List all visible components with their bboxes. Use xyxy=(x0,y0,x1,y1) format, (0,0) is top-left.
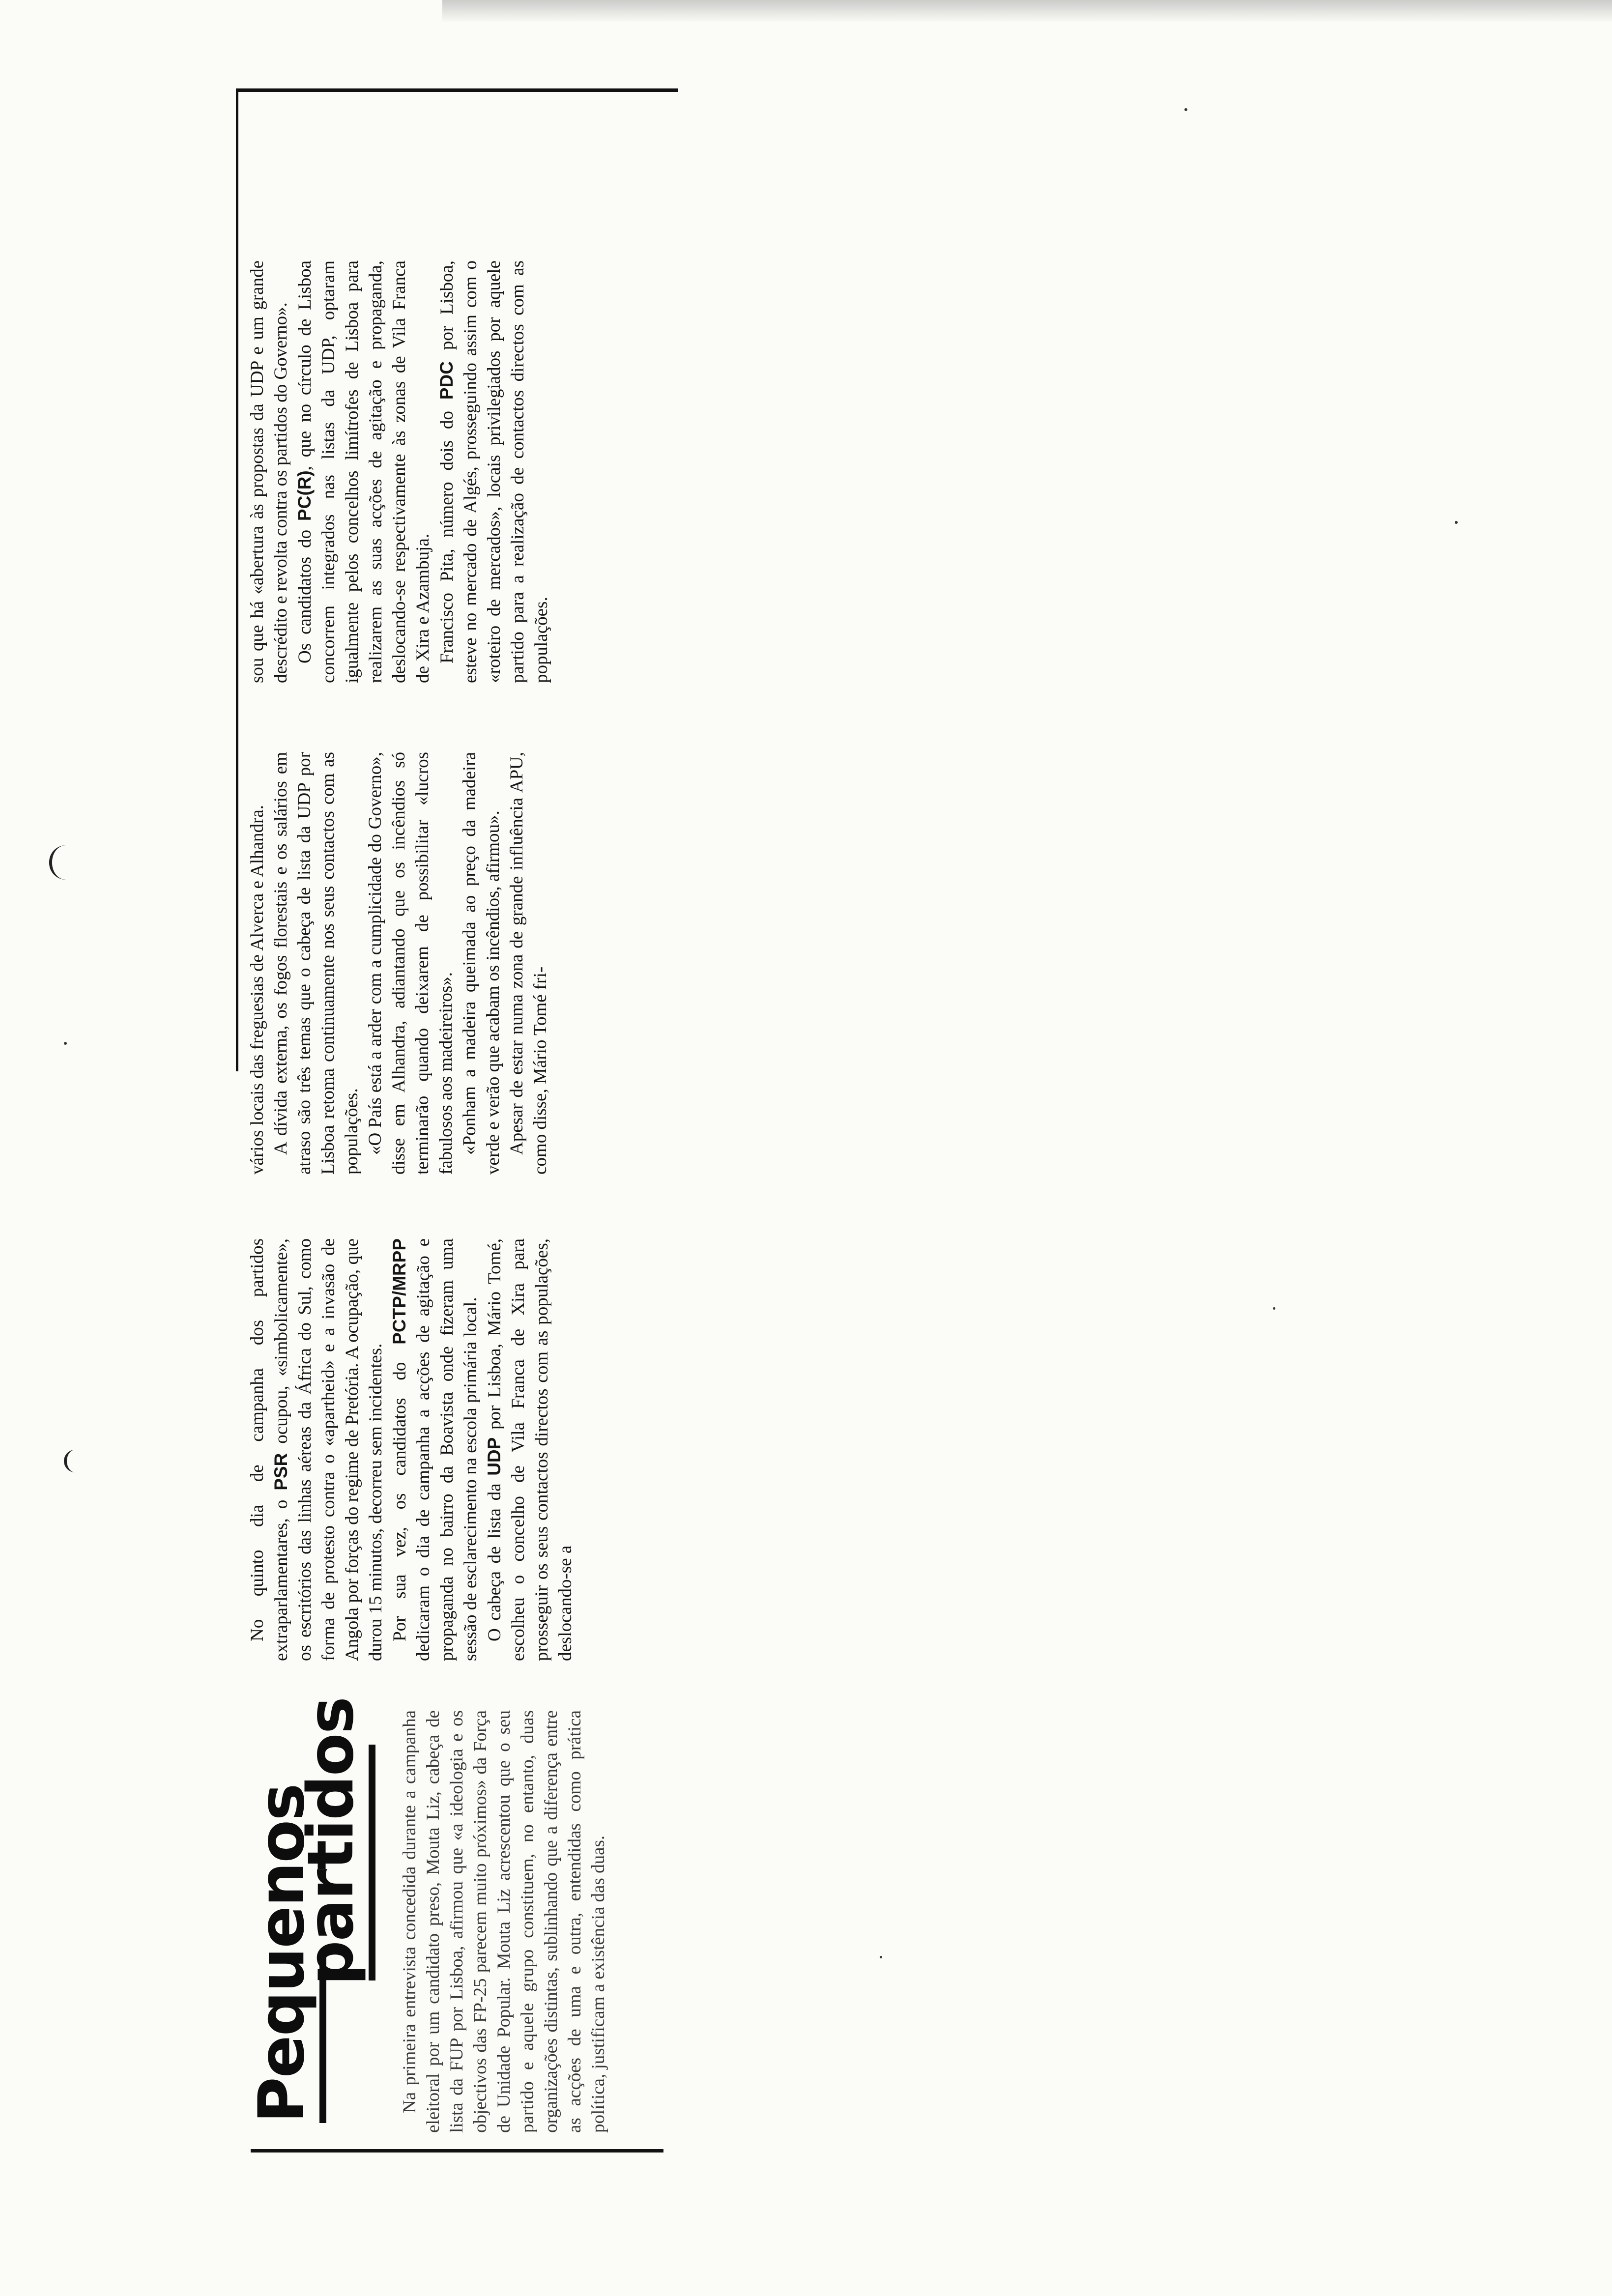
paragraph: A dívida externa, os fogos florestais e os salários em atraso são três temas que o cabeça de lista da UDP por Lisboa retoma continuamente nos seus contactos com as populações. xyxy=(271,752,362,1175)
paragraph: «O País está a arder com a cumplicidade do Governo», disse em Alhandra, adiantando que os incêndios só terminarão quando deixarem de possibilitar «lucros fabulosos aos madeireiros». xyxy=(365,752,456,1175)
headline-line-2: partidos xyxy=(294,1697,368,1985)
scan-mark xyxy=(49,845,66,880)
article-column-2 xyxy=(246,1238,668,1661)
column-rule xyxy=(251,2149,663,2152)
dust-speck xyxy=(1455,521,1458,524)
article-column-3 xyxy=(246,752,668,1175)
headline-underline xyxy=(369,1745,375,1980)
dust-speck xyxy=(1184,108,1187,111)
paragraph: Francisco Pita, número dois do PDC por Lisboa, esteve no mercado de Algés, prosseguindo assim com o «roteiro de mercados», locais privilegiados por aquele partido para a realização de contactos directos com as populações. xyxy=(436,260,551,683)
paragraph: Apesar de estar numa zona de grande influência APU, como disse, Mário Tomé fri- xyxy=(507,752,550,1175)
paragraph: No quinto dia de campanha dos partidos extraparlamentares, o PSR ocupou, «simbolicamente», os escritórios das linhas aéreas da África do Sul, como forma de protesto contra o «apartheid» e a invasão de Angola por forças do regime de Pretória. A ocupação, que durou 15 minutos, decorreu sem incidentes. xyxy=(247,1238,386,1661)
article-headline xyxy=(241,1697,388,2133)
paragraph: sou que há «abertura às propostas da UDP e um grande descrédito e revolta contra os partidos do Governo». xyxy=(247,260,291,683)
frame-rule-right xyxy=(236,88,678,92)
headline-line-1: Pequenos xyxy=(245,1784,318,2123)
paragraph: Por sua vez, os candidatos do PCTP/MRPP dedicaram o dia de campanha a acções de agitação e propaganda no bairro da Boavista onde fizeram uma sessão de esclarecimento na escola primária local. xyxy=(389,1238,481,1661)
article-column-1 xyxy=(398,1710,673,2133)
newspaper-clipping xyxy=(236,88,678,2152)
paragraph: «Ponham a madeira queimada ao preço da madeira verde e verão que acabam os incêndios, afirmou». xyxy=(460,752,503,1175)
article-column-4 xyxy=(246,260,668,683)
dust-speck xyxy=(880,1956,882,1958)
paragraph: Os candidatos do PC(R), que no círculo de Lisboa concorrem integrados nas listas da UDP, optaram igualmente pelos concelhos limítrofes de Lisboa para realizarem as suas acções de agitação e propaganda, deslocando-se respectivamente às zonas de Vila Franca de Xira e Azambuja. xyxy=(294,260,433,683)
dust-speck xyxy=(64,1042,67,1045)
paragraph: O cabeça de lista da UDP por Lisboa, Mário Tomé, escolheu o concelho de Vila Franca de Xira para prosseguir os seus contactos directos com as populações, deslocando-se a xyxy=(484,1238,576,1661)
paragraph: vários locais das freguesias de Alverca e Alhandra. xyxy=(247,804,267,1175)
scan-edge-shadow xyxy=(442,0,1612,23)
frame-rule-top xyxy=(236,88,238,1071)
scan-mark xyxy=(64,1450,78,1472)
paragraph: Na primeira entrevista concedida durante a campanha eleitoral por um candidato preso, Mouta Liz, cabeça de lista da FUP por Lisboa, afirmou que «a ideologia e os objectivos das FP-25 parecem muito próximos» da Força de Unidade Popular. Mouta Liz acrescentou que o seu partido e aquele grupo constituem, no entanto, duas organizações distintas, sublinhando que a diferença entre as acções de uma e outra, entendidas como prática política, justificam a existência das duas. xyxy=(400,1710,608,2133)
dust-speck xyxy=(1273,1307,1275,1310)
